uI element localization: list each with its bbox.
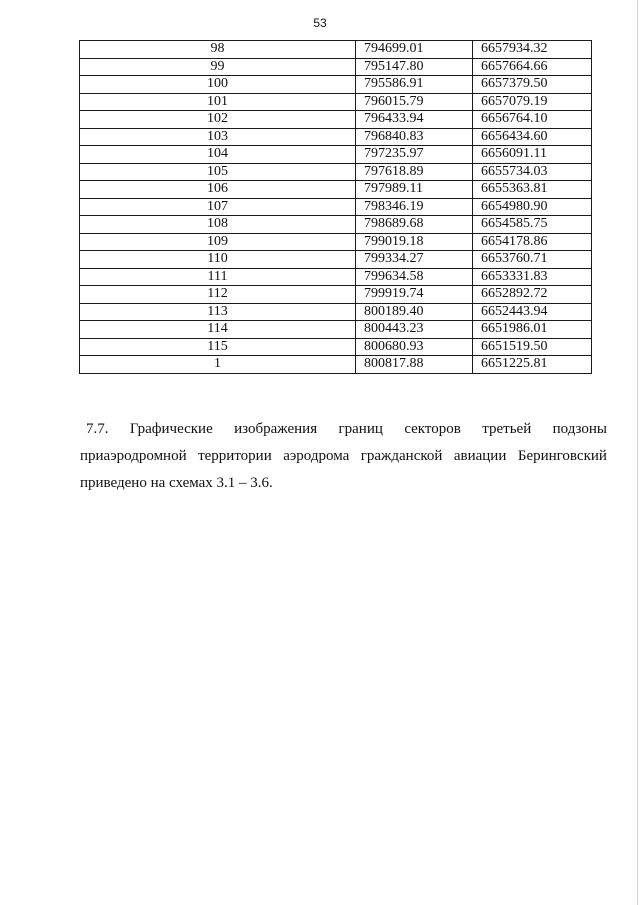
paragraph-line [80,416,607,443]
table-row [80,111,592,129]
y-coordinate-cell: 6651519.50 [473,338,592,356]
y-coordinate-cell: 6651986.01 [473,321,592,339]
table-row [80,198,592,216]
y-coordinate-cell: 6651225.81 [473,356,592,374]
x-coordinate-cell: 799334.27 [356,251,473,269]
point-number-cell: 109 [80,233,356,251]
y-coordinate-cell: 6654980.90 [473,198,592,216]
x-coordinate-cell: 799019.18 [356,233,473,251]
x-coordinate-cell: 799634.58 [356,268,473,286]
table-row [80,321,592,339]
point-number-cell: 111 [80,268,356,286]
paragraph-word: изображения [234,421,318,437]
table-row [80,356,592,374]
y-coordinate-cell: 6652892.72 [473,286,592,304]
table-row [80,76,592,94]
point-number-cell: 115 [80,338,356,356]
paragraph-line [80,443,607,470]
x-coordinate-cell: 798346.19 [356,198,473,216]
table-row [80,181,592,199]
y-coordinate-cell: 6652443.94 [473,303,592,321]
table-row [80,163,592,181]
table-row [80,268,592,286]
y-coordinate-cell: 6655734.03 [473,163,592,181]
paragraph-word: секторов [404,421,461,437]
paragraph-word: приаэродромной [80,448,187,464]
point-number-cell: 98 [80,41,356,59]
point-number-cell: 102 [80,111,356,129]
point-number-cell: 113 [80,303,356,321]
table-row [80,338,592,356]
table-row [80,216,592,234]
paragraph-word: авиации [453,448,507,464]
paragraph-word: Графические [129,421,213,437]
table-row [80,303,592,321]
paragraph-word: гражданской [360,448,443,464]
y-coordinate-cell: 6654178.86 [473,233,592,251]
point-number-cell: 99 [80,58,356,76]
y-coordinate-cell: 6654585.75 [473,216,592,234]
paragraph-word: аэродрома [283,448,350,464]
x-coordinate-cell: 797618.89 [356,163,473,181]
y-coordinate-cell: 6657379.50 [473,76,592,94]
x-coordinate-cell: 800817.88 [356,356,473,374]
section-7-7-paragraph [80,416,607,497]
table-row [80,286,592,304]
point-number-cell: 106 [80,181,356,199]
table-row [80,251,592,269]
x-coordinate-cell: 800680.93 [356,338,473,356]
coordinates-table [79,40,592,374]
y-coordinate-cell: 6656764.10 [473,111,592,129]
point-number-cell: 104 [80,146,356,164]
point-number-cell: 110 [80,251,356,269]
table-row [80,233,592,251]
paragraph-word: третьей [482,421,532,437]
paragraph-word: приведено на схемах 3.1 – 3.6. [80,475,273,491]
y-coordinate-cell: 6657079.19 [473,93,592,111]
point-number-cell: 108 [80,216,356,234]
coordinates-table-body [80,41,592,374]
y-coordinate-cell: 6653760.71 [473,251,592,269]
x-coordinate-cell: 796840.83 [356,128,473,146]
point-number-cell: 105 [80,163,356,181]
point-number-cell: 114 [80,321,356,339]
paragraph-line [80,470,607,497]
table-row [80,93,592,111]
paragraph-word: 7.7. [86,421,109,437]
x-coordinate-cell: 795147.80 [356,58,473,76]
x-coordinate-cell: 794699.01 [356,41,473,59]
point-number-cell: 103 [80,128,356,146]
y-coordinate-cell: 6657934.32 [473,41,592,59]
point-number-cell: 107 [80,198,356,216]
point-number-cell: 100 [80,76,356,94]
x-coordinate-cell: 796433.94 [356,111,473,129]
page-number: 53 [313,16,327,30]
table-row [80,41,592,59]
point-number-cell: 1 [80,356,356,374]
y-coordinate-cell: 6655363.81 [473,181,592,199]
x-coordinate-cell: 797989.11 [356,181,473,199]
table-row [80,58,592,76]
y-coordinate-cell: 6656434.60 [473,128,592,146]
paragraph-word: территории [198,448,272,464]
x-coordinate-cell: 795586.91 [356,76,473,94]
paragraph-word: подзоны [552,421,607,437]
y-coordinate-cell: 6653331.83 [473,268,592,286]
y-coordinate-cell: 6657664.66 [473,58,592,76]
table-row [80,128,592,146]
x-coordinate-cell: 796015.79 [356,93,473,111]
x-coordinate-cell: 800443.23 [356,321,473,339]
page-edge-line [637,0,638,905]
x-coordinate-cell: 798689.68 [356,216,473,234]
x-coordinate-cell: 797235.97 [356,146,473,164]
paragraph-word: Беринговский [517,448,607,464]
table-row [80,146,592,164]
x-coordinate-cell: 799919.74 [356,286,473,304]
point-number-cell: 112 [80,286,356,304]
point-number-cell: 101 [80,93,356,111]
y-coordinate-cell: 6656091.11 [473,146,592,164]
x-coordinate-cell: 800189.40 [356,303,473,321]
paragraph-word: границ [338,421,383,437]
